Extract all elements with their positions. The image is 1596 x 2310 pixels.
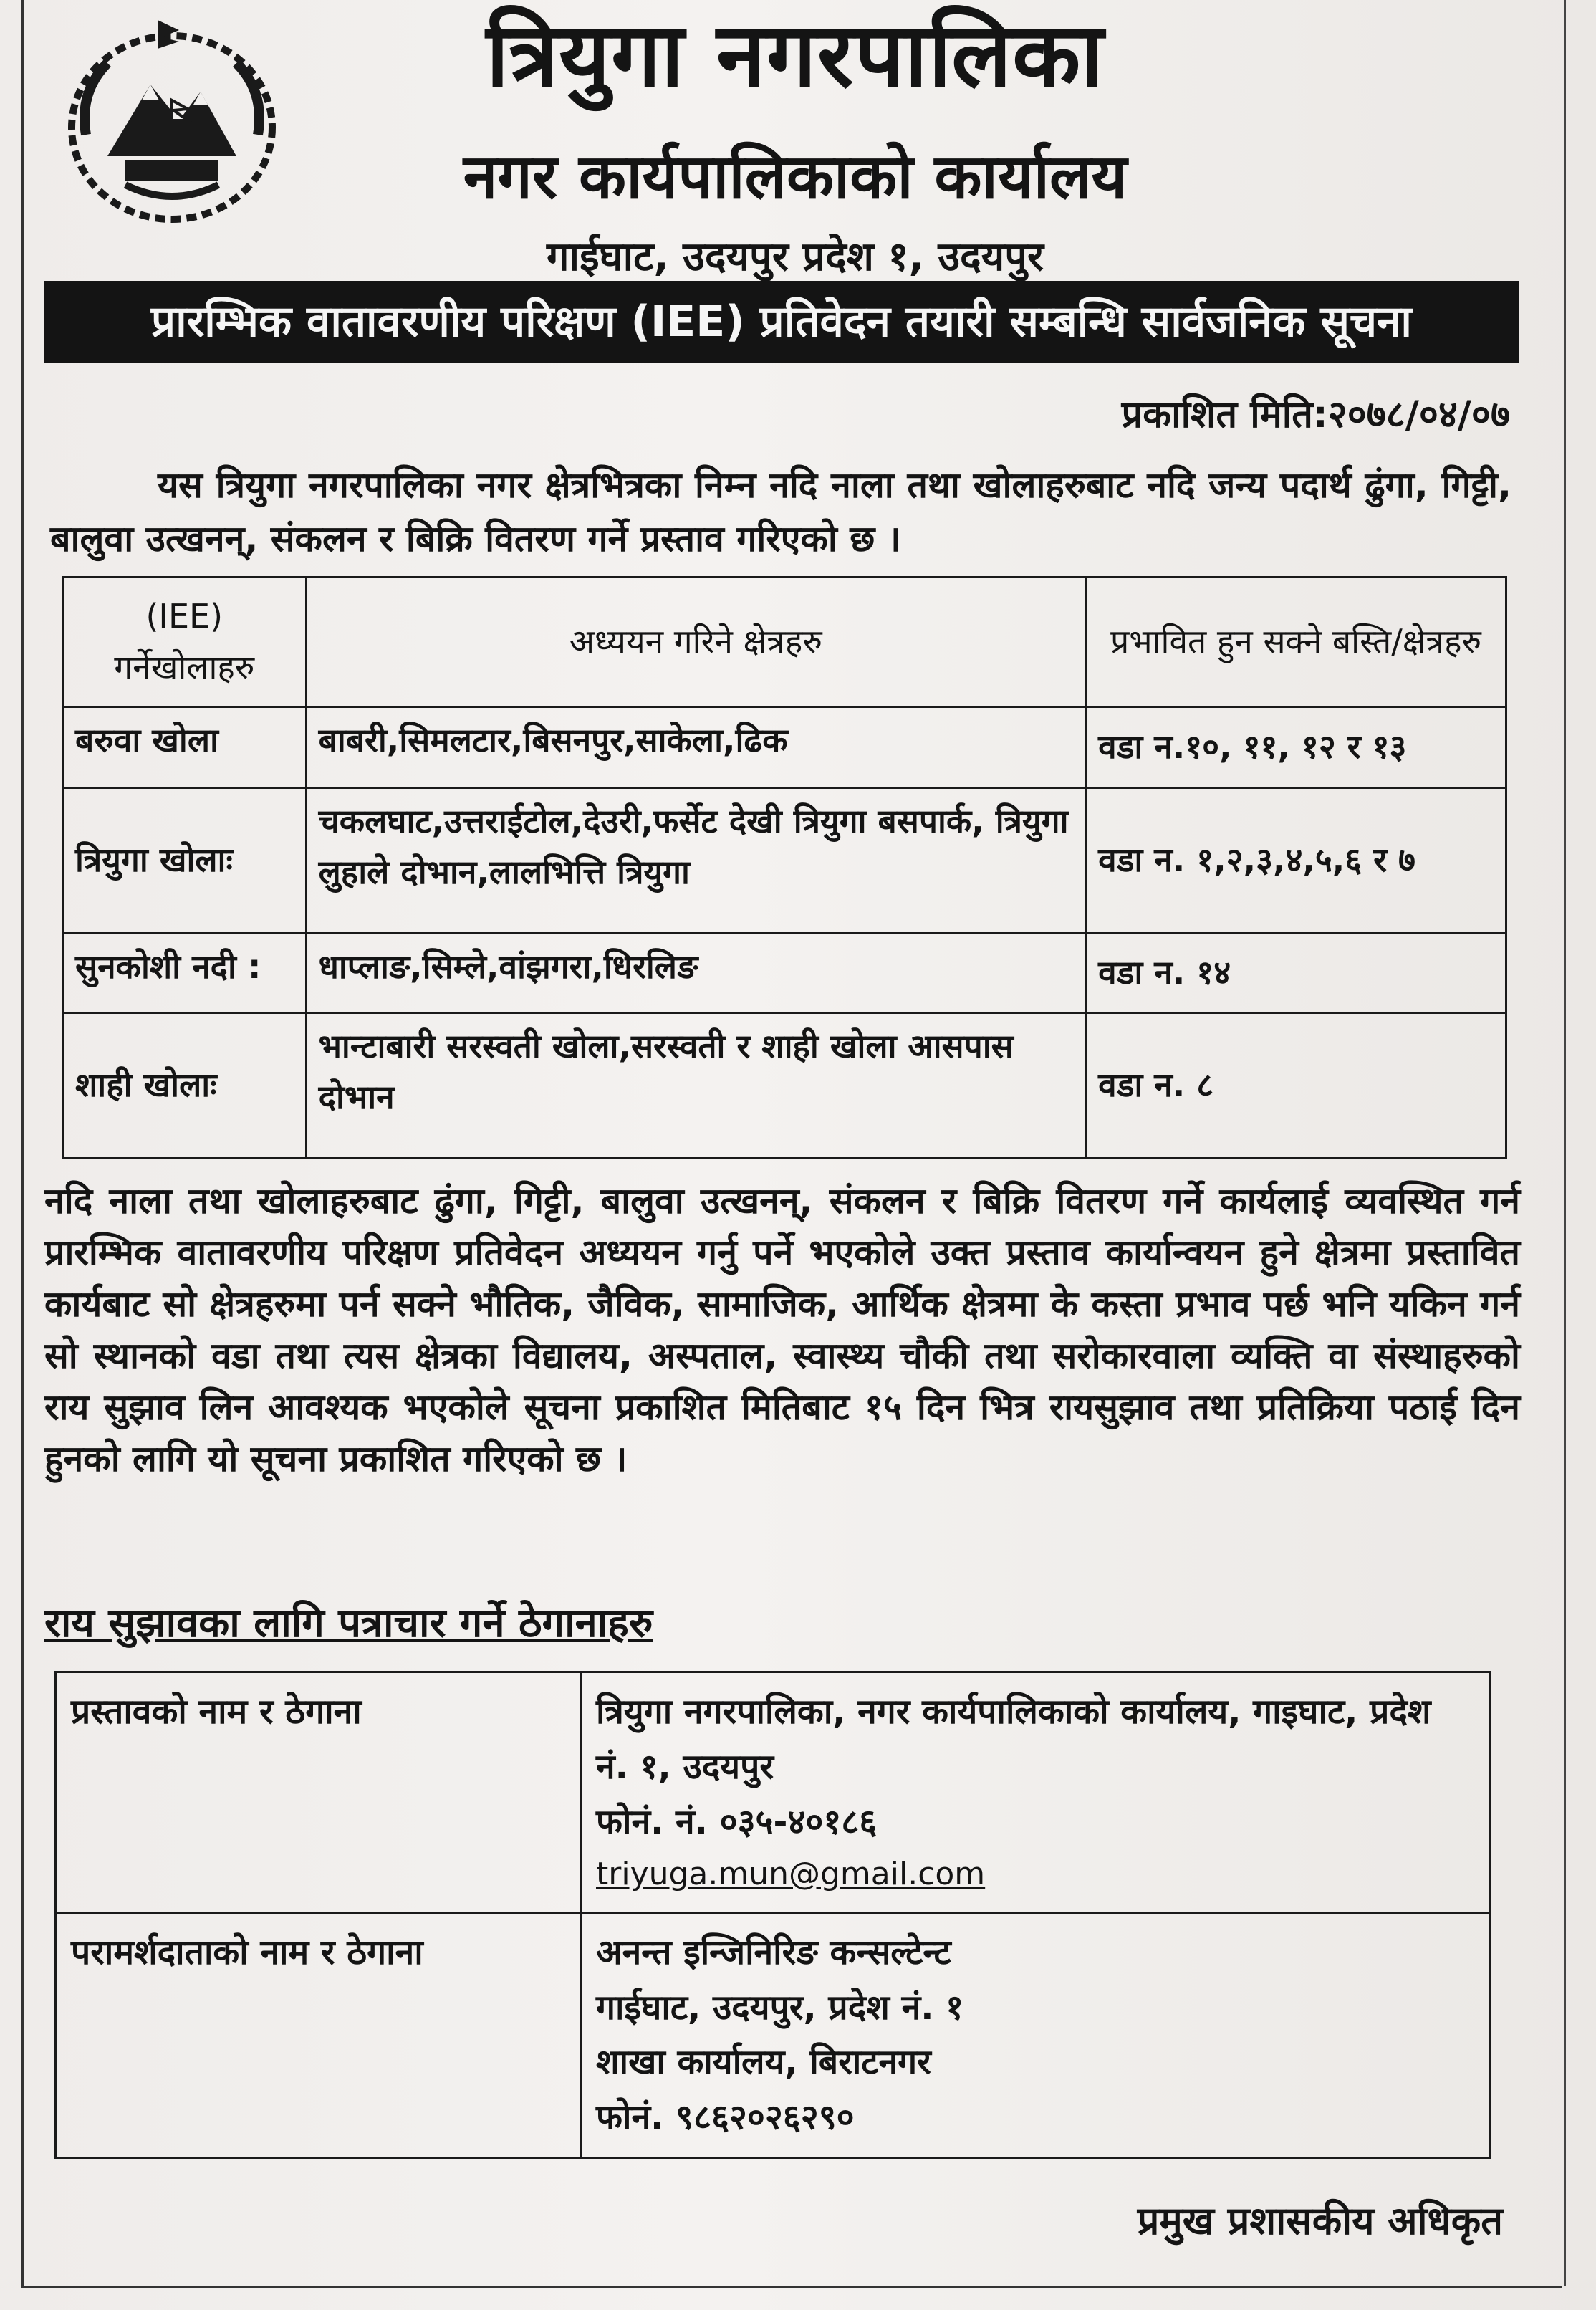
proposer-phone: फोनं. नं. ०३५-४०१८६ <box>596 1801 878 1842</box>
iee-rivers-table <box>62 576 1507 1159</box>
study-areas: भान्टाबारी सरस्वती खोला,सरस्वती र शाही खोला आसपास दोभान <box>306 1013 1086 1159</box>
consultant-label: परामर्शदाताको नाम र ठेगाना <box>56 1912 581 2157</box>
consultant-phone: फोनं. ९८६२०२६२९० <box>596 2097 855 2138</box>
notice-banner: प्रारम्भिक वातावरणीय परिक्षण (IEE) प्रतिवेदन तयारी सम्बन्धि सार्वजनिक सूचना <box>44 281 1519 363</box>
study-areas: धाप्लाङ,सिम्ले,वांझगरा,धिरलिङ <box>306 934 1086 1013</box>
table-row <box>63 1013 1506 1159</box>
header-rivers: (IEE) गर्नेखोलाहरु <box>63 578 307 707</box>
body-paragraph: नदि नाला तथा खोलाहरुबाट ढुंगा, गिट्टी, बालुवा उत्खनन्, संकलन र बिक्रि वितरण गर्ने कार्यलाई व्यवस्थित गर्न प्रारम्भिक वातावरणीय परिक्षण प्रतिवेदन अध्ययन गर्नु पर्ने भएकोले उक्त प्रस्ताव कार्यान्वयन हुने क्षेत्रमा प्रस्तावित कार्यबाट सो क्षेत्रहरुमा पर्न सक्ने भौतिक, जैविक, सामाजिक, आर्थिक क्षेत्रमा के कस्ता प्रभाव पर्छ भनि यकिन गर्न सो स्थानको वडा तथा त्यस क्षेत्रका विद्यालय, अस्पताल, स्वास्थ्य चौकी तथा सरोकारवाला व्यक्ति वा संस्थाहरुको राय सुझाव लिन आवश्यक भएकोले सूचना प्रकाशित मितिबाट १५ दिन भित्र रायसुझाव तथा प्रतिक्रिया पठाई दिन हुनको लागि यो सूचना प्रकाशित गरिएको छ । <box>44 1180 1520 1480</box>
office-address: गाईघाट, उदयपुर प्रदेश १, उदयपुर <box>547 234 1044 280</box>
table-row <box>56 1672 1491 1913</box>
proposer-details <box>581 1672 1491 1913</box>
consultant-address: गाईघाट, उदयपुर, प्रदेश नं. १ <box>596 1987 964 2028</box>
affected-wards: वडा न. १,२,३,४,५,६ र ७ <box>1086 788 1506 934</box>
river-name: सुनकोशी नदी : <box>63 934 307 1013</box>
published-date: प्रकाशित मिति:२०७८/०४/०७ <box>1121 393 1510 436</box>
intro-paragraph: यस त्रियुगा नगरपालिका नगर क्षेत्रभित्रका निम्न नदि नाला तथा खोलाहरुबाट नदि जन्य पदार्थ ढुंगा, गिट्टी, बालुवा उत्खनन्, संकलन र बिक्रि वितरण गर्ने प्रस्ताव गरिएको छ । <box>50 464 1511 560</box>
proposer-address: त्रियुगा नगरपालिका, नगर कार्यपालिकाको कार्यालय, गाइघाट, प्रदेश नं. १, उदयपुर <box>596 1692 1431 1787</box>
affected-wards: वडा न. १४ <box>1086 934 1506 1013</box>
river-name: बरुवा खोला <box>63 707 307 788</box>
table-row <box>56 1912 1491 2157</box>
government-of-nepal-emblem-icon <box>57 20 287 228</box>
consultant-name: अनन्त इन्जिनिरिङ कन्सल्टेन्ट <box>596 1932 951 1973</box>
header-study-areas: अध्ययन गरिने क्षेत्रहरु <box>306 578 1086 707</box>
study-areas: बाबरी,सिमलटार,बिसनपुर,साकेला,ढिक <box>306 707 1086 788</box>
table-header-row <box>63 578 1506 707</box>
affected-wards: वडा न. ८ <box>1086 1013 1506 1159</box>
affected-wards: वडा न.१०, ११, १२ र १३ <box>1086 707 1506 788</box>
header-affected-wards: प्रभावित हुन सक्ने बस्ति/क्षेत्रहरु <box>1086 578 1506 707</box>
bottom-divider <box>21 2286 1562 2288</box>
river-name: त्रियुगा खोलाः <box>63 788 307 934</box>
proposer-label: प्रस्तावको नाम र ठेगाना <box>56 1672 581 1913</box>
contacts-heading: राय सुझावका लागि पत्राचार गर्ने ठेगानाहरु <box>44 1600 653 1647</box>
contacts-table <box>54 1671 1491 2159</box>
study-areas: चकलघाट,उत्तराईटोल,देउरी,फर्सेट देखी त्रियुगा बसपार्क, त्रियुगा लुहाले दोभान,लालभित्ति त्रियुगा <box>306 788 1086 934</box>
proposer-email-link[interactable]: triyuga.mun@gmail.com <box>596 1856 986 1893</box>
office-subtitle: नगर कार्यपालिकाको कार्यालय <box>463 141 1128 213</box>
table-row <box>63 707 1506 788</box>
municipality-title: त्रियुगा नगरपालिका <box>486 4 1105 107</box>
table-row <box>63 934 1506 1013</box>
consultant-branch: शाखा कार्यालय, बिराटनगर <box>596 2042 931 2083</box>
consultant-details <box>581 1912 1491 2157</box>
table-row <box>63 788 1506 934</box>
river-name: शाही खोलाः <box>63 1013 307 1159</box>
signatory-title: प्रमुख प्रशासकीय अधिकृत <box>1137 2198 1503 2243</box>
